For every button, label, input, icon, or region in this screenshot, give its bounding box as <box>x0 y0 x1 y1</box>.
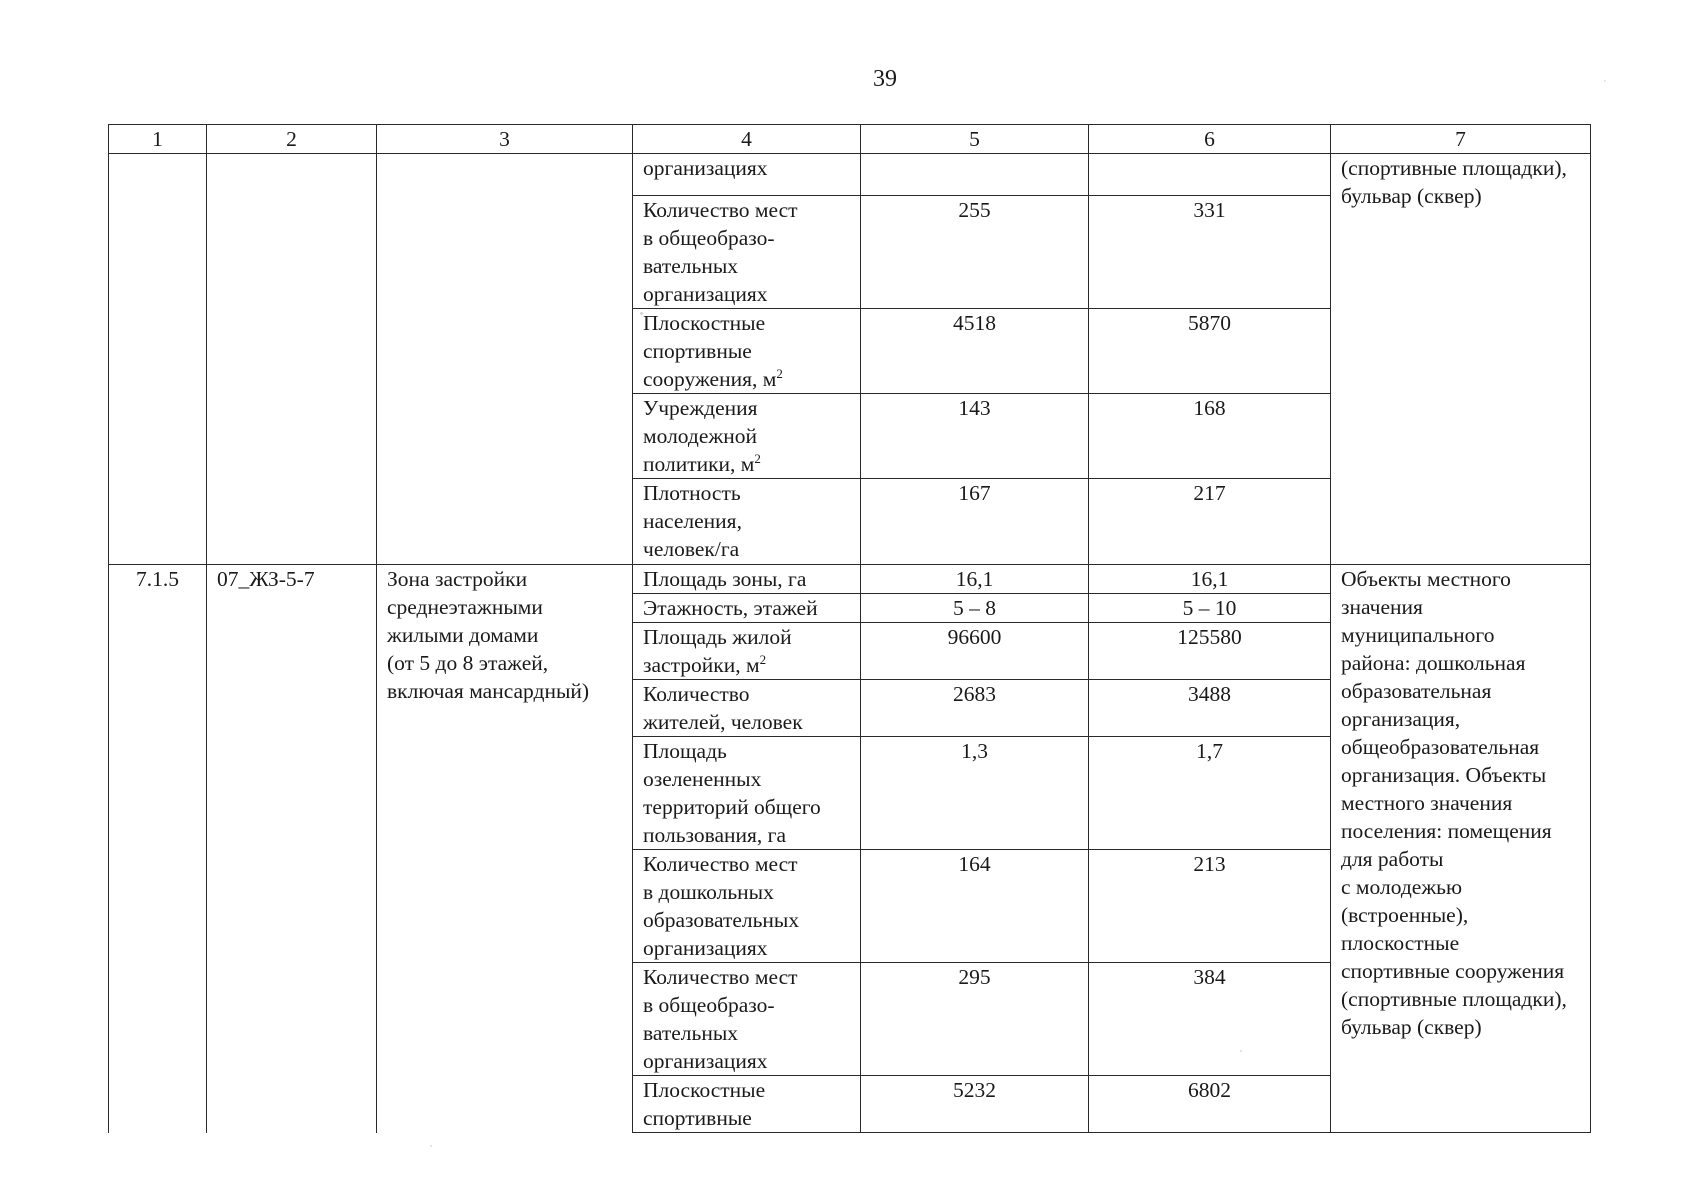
column-header: 3 <box>377 125 633 154</box>
table-row <box>109 565 1591 594</box>
planned-value-cell: 5 – 10 <box>1089 594 1331 623</box>
column-header: 5 <box>861 125 1089 154</box>
scan-speck <box>640 312 643 315</box>
indicator-cell: Плоскостные спортивные сооружения, $м^2$ <box>633 309 861 394</box>
indicator-cell: Плоскостные спортивные <box>633 1076 861 1133</box>
existing-value-cell: 167 <box>861 479 1089 565</box>
planned-value-cell: 3488 <box>1089 680 1331 737</box>
existing-value-cell <box>861 154 1089 196</box>
zone-number-cell <box>109 154 207 565</box>
zone-number-cell: 7.1.5 <box>109 565 207 1133</box>
scan-speck <box>430 1145 432 1147</box>
table-row <box>109 154 1591 196</box>
planned-value-cell: 213 <box>1089 850 1331 963</box>
indicator-cell: Количество мест в дошкольных образовательных организациях <box>633 850 861 963</box>
zone-code-cell <box>207 154 377 565</box>
zone-name-cell <box>377 154 633 565</box>
indicator-cell: организациях <box>633 154 861 196</box>
existing-value-cell: 5232 <box>861 1076 1089 1133</box>
indicator-cell: Площадь зоны, га <box>633 565 861 594</box>
planned-value-cell: 6802 <box>1089 1076 1331 1133</box>
indicator-cell: Площадь жилой застройки, $м^2$ <box>633 623 861 680</box>
indicator-cell: Количество мест в общеобразо- вательных организациях <box>633 196 861 309</box>
planned-value-cell: 125580 <box>1089 623 1331 680</box>
page-number: 39 <box>873 66 897 92</box>
superscript: 2 <box>776 365 783 381</box>
zones-table <box>108 124 1591 1133</box>
zone-code-cell: 07_ЖЗ-5-7 <box>207 565 377 1133</box>
indicator-cell: Этажность, этажей <box>633 594 861 623</box>
planned-value-cell: 168 <box>1089 394 1331 479</box>
objects-cell: Объекты местного значения муниципального района: дошкольная образовательная организация, общеобразовательная организация. Объекты местного значения поселения: помещения для работы с молодежью (встроенные), плоскостные спортивные сооружения (спортивные площадки), бульвар (сквер) <box>1331 565 1591 1133</box>
column-header: 1 <box>109 125 207 154</box>
column-header: 6 <box>1089 125 1331 154</box>
indicator-cell: Плотность населения, человек/га <box>633 479 861 565</box>
existing-value-cell: 295 <box>861 963 1089 1076</box>
indicator-cell: Площадь озелененных территорий общего пользования, га <box>633 737 861 850</box>
planned-value-cell: 16,1 <box>1089 565 1331 594</box>
column-number-row <box>109 125 1591 154</box>
indicator-cell: Учреждения молодежной политики, $м^2$ <box>633 394 861 479</box>
existing-value-cell: 143 <box>861 394 1089 479</box>
planned-value-cell: 384 <box>1089 963 1331 1076</box>
existing-value-cell: 255 <box>861 196 1089 309</box>
existing-value-cell: 164 <box>861 850 1089 963</box>
existing-value-cell: 1,3 <box>861 737 1089 850</box>
planned-value-cell: 5870 <box>1089 309 1331 394</box>
existing-value-cell: 16,1 <box>861 565 1089 594</box>
planned-value-cell: 1,7 <box>1089 737 1331 850</box>
planned-value-cell: 217 <box>1089 479 1331 565</box>
column-header: 7 <box>1331 125 1591 154</box>
indicator-cell: Количество жителей, человек <box>633 680 861 737</box>
objects-cell: (спортивные площадки), бульвар (сквер) <box>1331 154 1591 565</box>
column-header: 2 <box>207 125 377 154</box>
existing-value-cell: 2683 <box>861 680 1089 737</box>
existing-value-cell: 4518 <box>861 309 1089 394</box>
existing-value-cell: 5 – 8 <box>861 594 1089 623</box>
indicator-cell: Количество мест в общеобразо- вательных организациях <box>633 963 861 1076</box>
superscript: 2 <box>759 651 767 667</box>
scan-speck <box>1240 1050 1242 1052</box>
planned-value-cell <box>1089 154 1331 196</box>
existing-value-cell: 96600 <box>861 623 1089 680</box>
table-container <box>108 124 1590 1130</box>
zone-name-cell: Зона застройки среднеэтажными жилыми домами (от 5 до 8 этажей, включая мансардный) <box>377 565 633 1133</box>
planned-value-cell: 331 <box>1089 196 1331 309</box>
scan-speck <box>1604 80 1606 82</box>
column-header: 4 <box>633 125 861 154</box>
superscript: 2 <box>754 450 761 466</box>
